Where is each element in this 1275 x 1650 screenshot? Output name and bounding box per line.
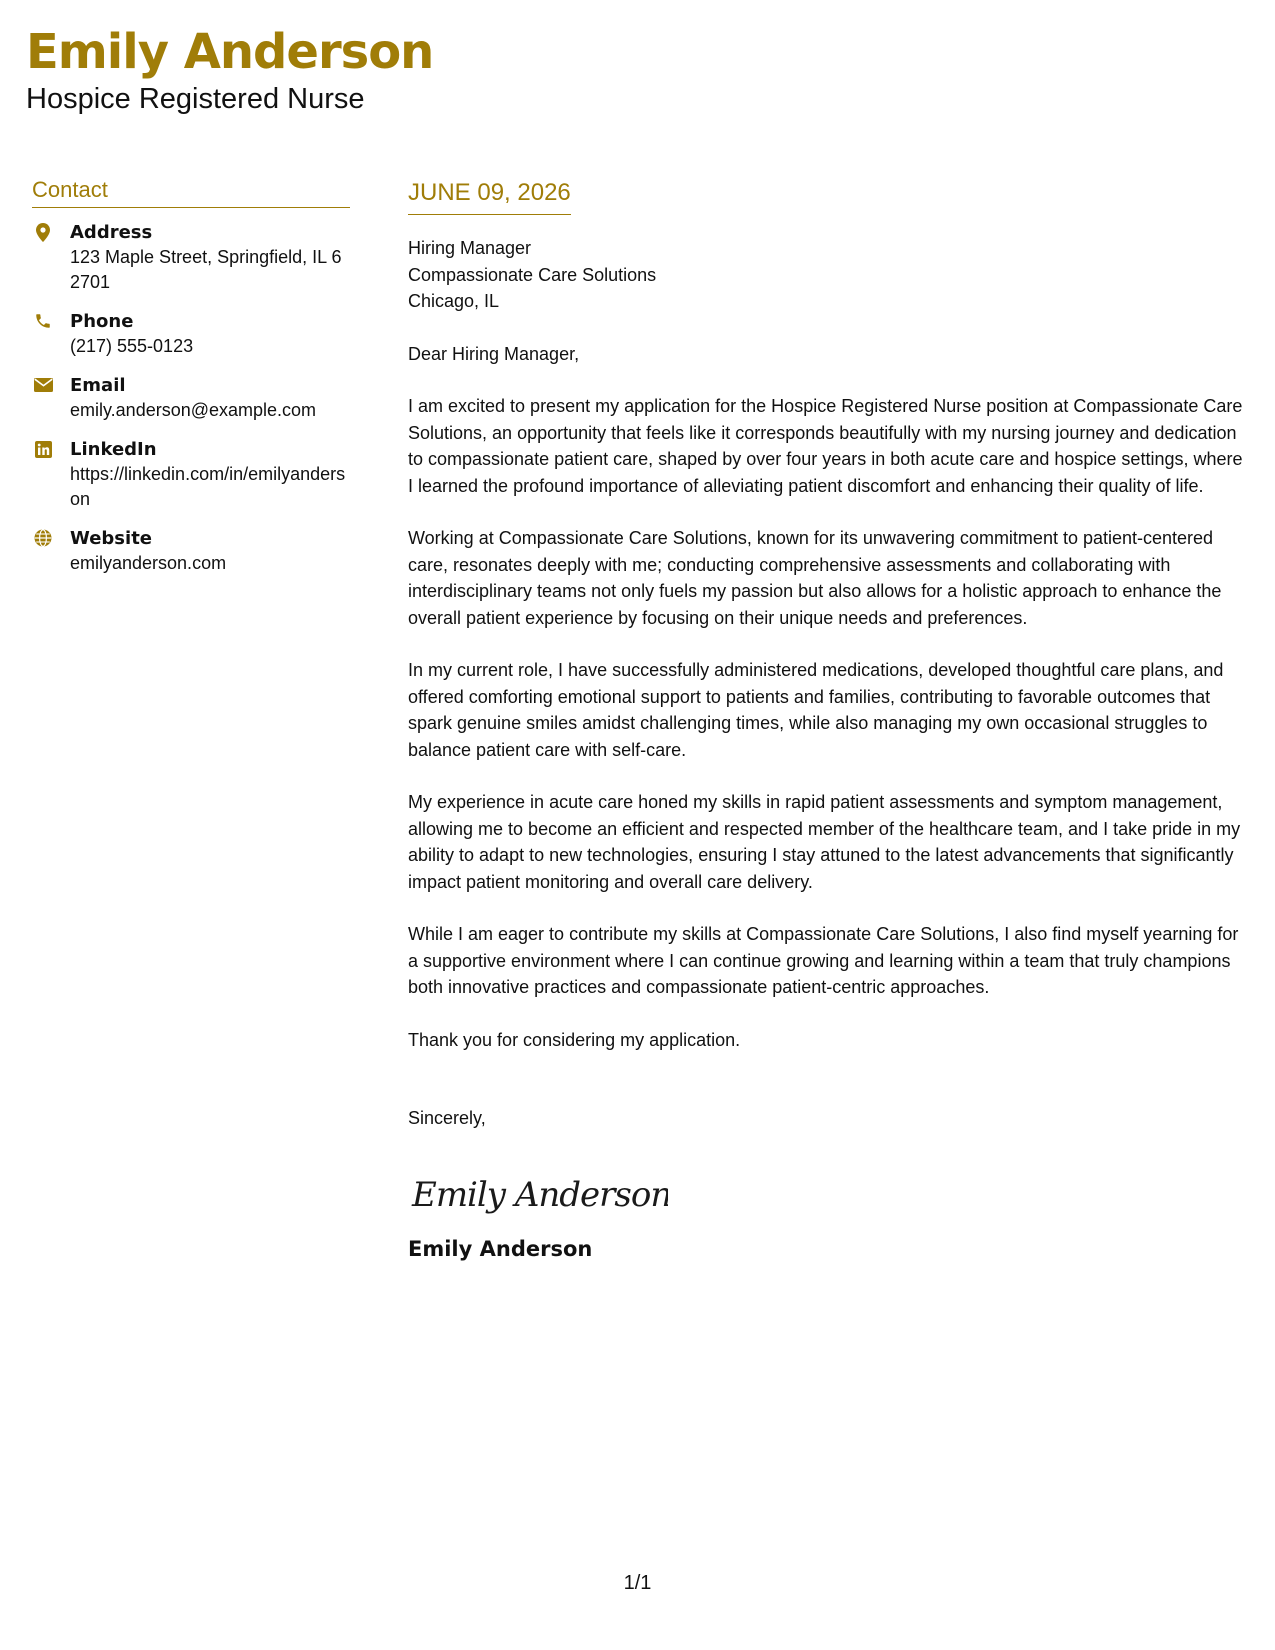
map-pin-icon (32, 222, 54, 242)
contact-item-address (32, 220, 350, 295)
applicant-name: Emily Anderson (26, 24, 434, 80)
contact-list (32, 220, 350, 576)
body-paragraph: My experience in acute care honed my skills in rapid patient assessments and symptom management, allowing me to become an efficient and respected member of the healthcare team, and I take pride in my ability to adapt to new technologies, ensuring I stay attuned to the latest advancements that significantly impact patient monitoring and overall care delivery. (408, 792, 1241, 892)
email-value: emily.anderson@example.com (70, 400, 317, 420)
closing: Sincerely, (408, 1108, 486, 1128)
letter-body (408, 178, 1250, 1262)
phone-label: Phone (70, 311, 134, 332)
recipient-line: Compassionate Care Solutions (408, 264, 657, 285)
letter-date: JUNE 09, 2026 (408, 179, 571, 206)
linkedin-icon (32, 439, 54, 459)
website-label: Website (70, 528, 153, 549)
recipient-line: Hiring Manager (408, 238, 532, 258)
phone-value: (217) 555-0123 (70, 336, 194, 356)
job-title: Hospice Registered Nurse (26, 83, 365, 115)
address-value: 123 Maple Street, Springfield, IL 62701 (70, 247, 342, 292)
date-block (408, 178, 571, 215)
recipient-line: Chicago, IL (408, 291, 500, 311)
body-paragraph: Thank you for considering my application. (408, 1029, 741, 1050)
body-paragraph: While I am eager to contribute my skills at Compassionate Care Solutions, I also find myself yearning for a supportive environment where I can continue growing and learning within a team that truly champions both innovative practices and compassionate patient-centric approaches. (408, 924, 1239, 997)
letter-header (26, 22, 433, 116)
contact-item-phone (32, 309, 350, 359)
envelope-icon (32, 375, 54, 395)
signed-name: Emily Anderson (408, 1236, 593, 1261)
recipient-block (408, 235, 1250, 315)
body-paragraph: I am excited to present my application for the Hospice Registered Nurse position at Compassionate Care Solutions, an opportunity that feels like it corresponds beautifully with my nursing journey and dedication to compassionate patient care, shaped by over four years in both acute care and hospice settings, where I learned the profound importance of alleviating patient discomfort and enhancing their quality of life. (408, 396, 1243, 496)
email-label: Email (70, 375, 126, 396)
page-number: 1/1 (623, 1572, 652, 1594)
salutation: Dear Hiring Manager, (408, 343, 580, 364)
contact-item-website (32, 526, 350, 576)
contact-sidebar (32, 176, 350, 590)
contact-heading: Contact (32, 176, 350, 208)
globe-icon (32, 528, 54, 548)
address-label: Address (70, 222, 153, 243)
svg-text:Emily Anderson: Emily Anderson (412, 1174, 668, 1215)
website-value[interactable]: emilyanderson.com (70, 553, 227, 573)
signature-image (408, 1164, 1250, 1224)
body-paragraph: Working at Compassionate Care Solutions, known for its unwavering commitment to patient-centered care, resonates deeply with me; conducting comprehensive assessments and collaborating with interdisciplinary teams not only fuels my passion but also allows for a holistic approach to enhance the overall patient experience by focusing on their unique needs and preferences. (408, 528, 1222, 628)
contact-item-email (32, 373, 350, 423)
body-paragraph: In my current role, I have successfully administered medications, developed thoughtful care plans, and offered comforting emotional support to patients and families, contributing to favorable outcomes that spark genuine smiles amidst challenging times, while also managing my own occasional struggles to balance patient care with self-care. (408, 660, 1224, 760)
phone-icon (32, 311, 54, 331)
linkedin-label: LinkedIn (70, 439, 157, 460)
linkedin-value[interactable]: https://linkedin.com/in/emilyanderson (70, 464, 346, 509)
contact-item-linkedin (32, 437, 350, 512)
